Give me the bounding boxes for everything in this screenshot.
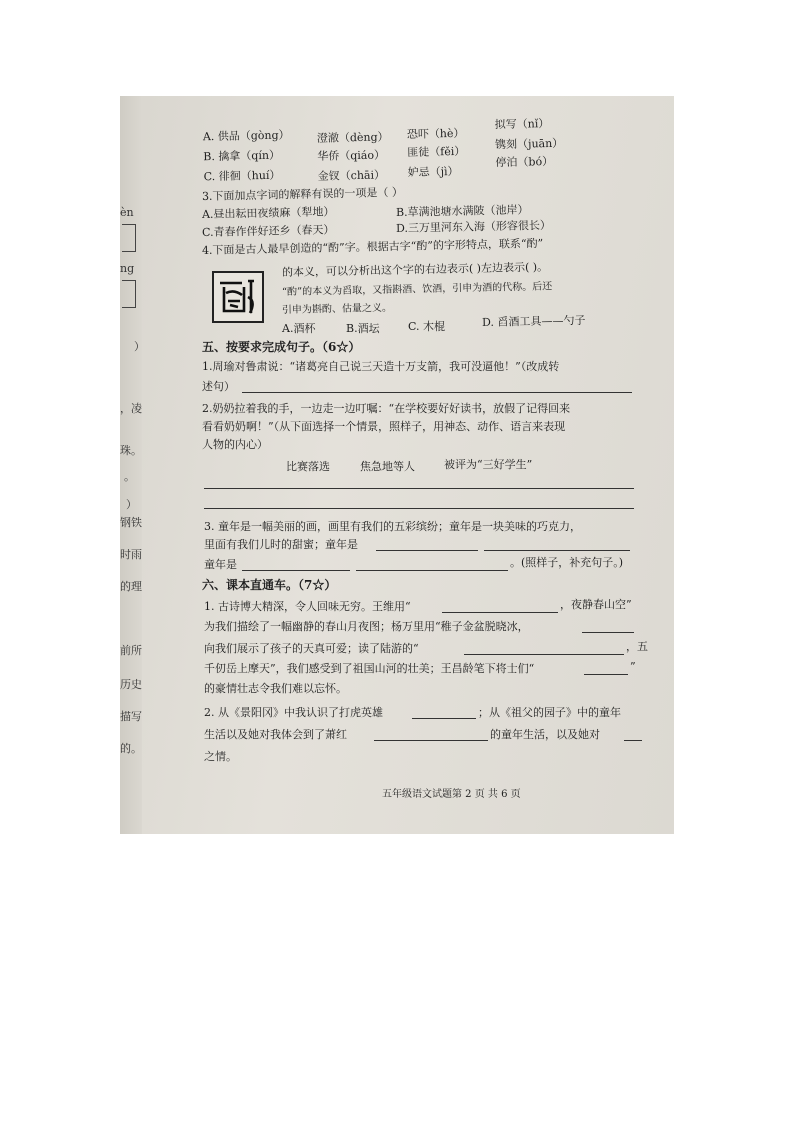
q4-stem: 4.下面是古人最早创造的“酌”字。根据古字“酌”的字形特点，联系“酌” — [201, 236, 544, 257]
left-fragment-box — [122, 224, 136, 252]
blank-line[interactable] — [242, 570, 350, 571]
section-5-q3-instruction: 。(照样子，补充句子。) — [510, 556, 624, 569]
answer-line[interactable] — [242, 392, 632, 393]
q3-option-c: C.青春作伴好还乡（春天） — [201, 223, 335, 239]
section-6-l1: 1. 古诗博大精深，令人回味无穷。王维用“ — [204, 600, 411, 613]
q3-stem: 3.下面加点字词的解释有误的一项是（ ） — [201, 185, 404, 203]
blank-line[interactable] — [356, 570, 508, 571]
left-fragment: 钢铁 — [120, 516, 142, 529]
q3-option-a: A.昼出耘田夜绩麻（犁地） — [201, 205, 335, 221]
section-6-l3: 向我们展示了孩子的天真可爱；读了陆游的“ — [204, 642, 419, 655]
section-6-l7: 生活以及她对我体会到了萧红 — [204, 728, 347, 741]
left-fragment: èn — [120, 206, 134, 219]
q3-option-b: B.草满池塘水满陂（池岸） — [395, 203, 529, 219]
blank-line[interactable] — [484, 550, 630, 551]
option-b-4: 镌刻（juān） — [494, 136, 564, 152]
q3-option-d: D.三万里河东入海（形容很长） — [395, 218, 552, 235]
section-6-l5: 的豪情壮志令我们难以忘怀。 — [204, 682, 347, 695]
option-c-2: 金钗（chāi） — [317, 168, 386, 183]
section-6-l3-end: ，五 — [626, 640, 648, 653]
answer-line[interactable] — [204, 488, 634, 489]
left-fragment: 时雨 — [120, 548, 142, 561]
option-b-3: 匪徒（fěi） — [407, 144, 466, 159]
option-b-1: B. 擒拿（qín） — [203, 148, 281, 164]
section-5-q1-cont: 述句） — [202, 380, 235, 393]
section-6-l6: 2. 从《景阳冈》中我认识了打虎英雄 — [204, 706, 383, 719]
section-6-l1-end: ，夜静春山空” — [560, 598, 632, 611]
scenario-option: 比赛落选 — [286, 460, 330, 473]
section-5-q1: 1.周瑜对鲁肃说：“诸葛亮自己说三天造十万支箭，我可没逼他！”（改成转 — [202, 360, 560, 373]
q4-line3: “酌”的本义为舀取，又指斟酒、饮酒，引申为酒的代称。后还 — [281, 281, 553, 298]
blank-line[interactable] — [582, 632, 634, 633]
left-fragment: 的理 — [120, 580, 142, 593]
page-footer: 五年级语文试题第 2 页 共 6 页 — [382, 789, 521, 800]
section-6-l2: 为我们描绘了一幅幽静的春山月夜图；杨万里用“稚子金盆脱晓冰， — [204, 620, 529, 633]
section-5-q3: 3. 童年是一幅美丽的画，画里有我们的五彩缤纷；童年是一块美味的巧克力， — [204, 520, 581, 533]
option-a-1: A. 供品（gòng） — [202, 128, 290, 144]
q4-option-a: A.酒杯 — [282, 322, 316, 335]
option-a-3: 恐吓（hè） — [406, 126, 465, 141]
section-6-l4: 千仞岳上摩天”，我们感受到了祖国山河的壮美；王昌龄笔下将士们“ — [204, 662, 535, 675]
left-fragment: 。 — [124, 470, 135, 483]
q4-option-b: B.酒坛 — [346, 322, 380, 335]
blank-line[interactable] — [374, 740, 488, 741]
left-fragment: 描写 — [120, 710, 142, 723]
section-5-q3-cont: 里面有我们儿时的甜蜜；童年是 — [204, 538, 358, 551]
ancient-zhuo-character-image — [212, 271, 264, 323]
left-fragment: 历史 — [120, 678, 142, 691]
blank-line[interactable] — [442, 612, 558, 613]
left-fragment: ng — [120, 262, 135, 275]
answer-line[interactable] — [204, 508, 634, 509]
option-c-3: 妒忌（jì） — [407, 164, 459, 179]
q4-line2: 的本义，可以分析出这个字的右边表示( )左边表示( )。 — [281, 260, 549, 279]
blank-line[interactable] — [412, 718, 476, 719]
left-fragment-box — [122, 280, 136, 308]
left-fragment: 的。 — [120, 742, 142, 755]
section-6-l6-end: ；从《祖父的园子》中的童年 — [478, 706, 621, 719]
scanned-page-photo — [120, 96, 674, 834]
section-6-title: 六、课本直通车。（7☆） — [202, 578, 337, 592]
scenario-option: 焦急地等人 — [360, 460, 415, 473]
q4-option-c: C. 木棍 — [408, 320, 446, 333]
section-5-q2-cont: 看看奶奶啊！”（从下面选择一个情景，照样子，用神态、动作、语言来表现 — [202, 420, 566, 433]
option-a-4: 拟写（nǐ） — [494, 117, 550, 132]
blank-line[interactable] — [376, 550, 478, 551]
option-c-1: C. 徘徊（huí） — [203, 168, 281, 184]
blank-line[interactable] — [464, 654, 624, 655]
left-fragment: 珠。 — [120, 444, 142, 457]
q4-option-d: D. 舀酒工具——勺子 — [481, 313, 586, 329]
q4-line4: 引申为斟酌、估量之义。 — [281, 302, 393, 316]
left-fragment: ） — [134, 340, 145, 353]
section-6-l8: 之情。 — [204, 750, 237, 763]
section-5-q2: 2.奶奶拉着我的手，一边走一边叮嘱：“在学校要好好读书，放假了记得回来 — [202, 402, 571, 415]
option-a-2: 澄澈（dèng） — [316, 130, 389, 145]
scenario-option: 被评为“三好学生” — [444, 458, 533, 471]
option-c-4: 停泊（bó） — [495, 154, 554, 170]
section-6-l7-end: 的童年生活，以及她对 — [490, 728, 600, 741]
section-5-q3-cont2: 童年是 — [204, 558, 237, 571]
section-6-l4-end: ” — [630, 660, 636, 673]
blank-line[interactable] — [624, 740, 642, 741]
blank-line[interactable] — [584, 674, 628, 675]
option-b-2: 华侨（qiáo） — [317, 148, 386, 163]
left-fragment: ） — [126, 498, 137, 511]
section-5-title: 五、按要求完成句子。（6☆） — [202, 340, 361, 354]
left-fragment: ，凌 — [120, 402, 142, 415]
section-5-q2-cont2: 人物的内心） — [202, 438, 268, 451]
left-fragment: 前所 — [120, 644, 142, 657]
